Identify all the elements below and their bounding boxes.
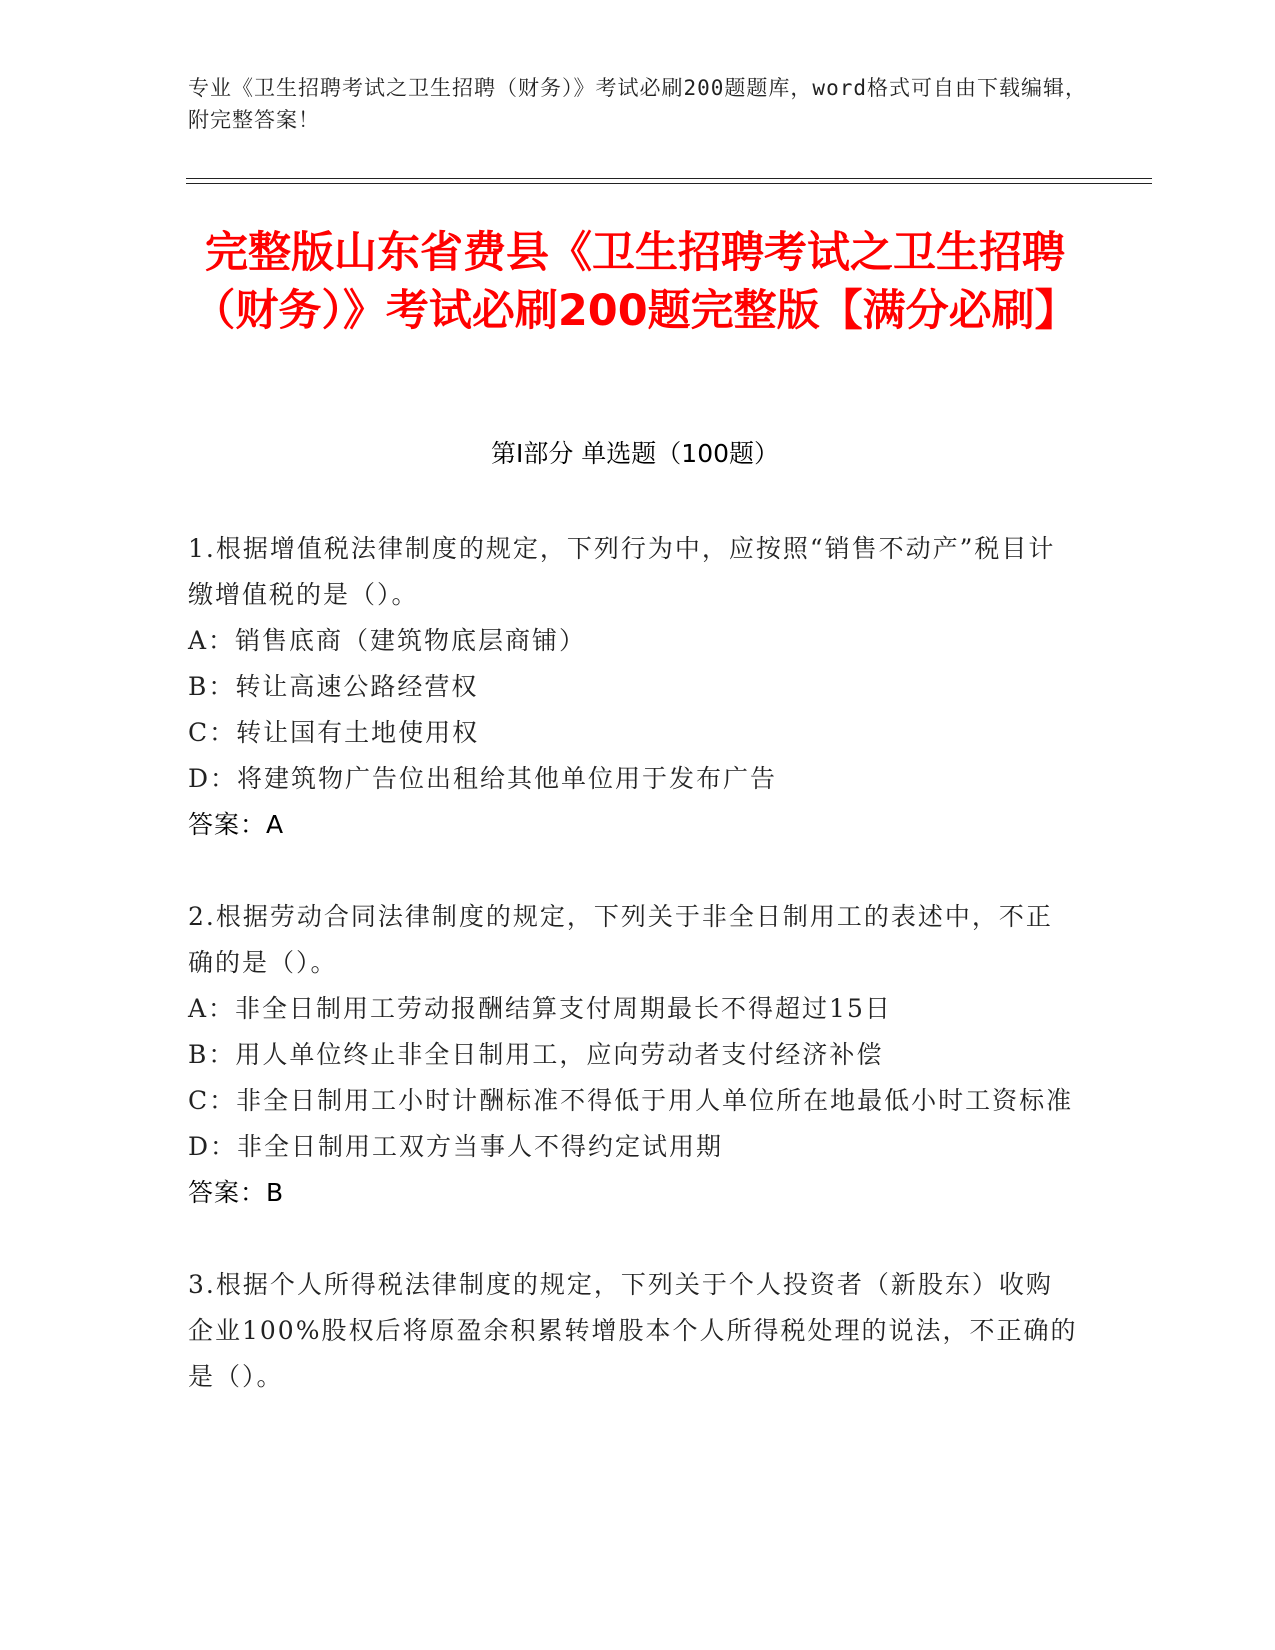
option-b: B：转让高速公路经营权 [188, 672, 479, 701]
question-3 [188, 1262, 1078, 1400]
answer: 答案：A [188, 810, 285, 839]
header-note: 专业《卫生招聘考试之卫生招聘（财务）》考试必刷200题题库，word格式可自由下载编辑，附完整答案！ [188, 76, 1087, 132]
question-text: 2.根据劳动合同法律制度的规定，下列关于非全日制用工的表述中，不正确的是（）。 [188, 902, 1053, 977]
question-text: 3.根据个人所得税法律制度的规定，下列关于个人投资者（新股东）收购企业100%股权后将原盈余积累转增股本个人所得税处理的说法，不正确的是（）。 [188, 1270, 1078, 1391]
question-1 [188, 526, 1078, 848]
header-divider [186, 178, 1152, 179]
option-d: D：将建筑物广告位出租给其他单位用于发布广告 [188, 764, 778, 793]
option-a: A：销售底商（建筑物底层商铺） [188, 626, 587, 655]
option-b: B：用人单位终止非全日制用工，应向劳动者支付经济补偿 [188, 1040, 884, 1069]
question-2 [188, 894, 1078, 1216]
section-heading: 第Ⅰ部分 单选题（100题） [490, 439, 780, 468]
question-list [188, 526, 1078, 1446]
question-text: 1.根据增值税法律制度的规定，下列行为中，应按照“销售不动产”税目计缴增值税的是（）。 [188, 534, 1056, 609]
option-c: C：转让国有土地使用权 [188, 718, 480, 747]
header-divider-secondary [186, 183, 1152, 184]
answer: 答案：B [188, 1178, 285, 1207]
option-c: C：非全日制用工小时计酬标准不得低于用人单位所在地最低小时工资标准 [188, 1086, 1074, 1115]
option-d: D：非全日制用工双方当事人不得约定试用期 [188, 1132, 724, 1161]
option-a: A：非全日制用工劳动报酬结算支付周期最长不得超过15日 [188, 994, 892, 1023]
document-title: 完整版山东省费县《卫生招聘考试之卫生招聘（财务）》考试必刷200题完整版【满分必刷】 [192, 228, 1078, 336]
